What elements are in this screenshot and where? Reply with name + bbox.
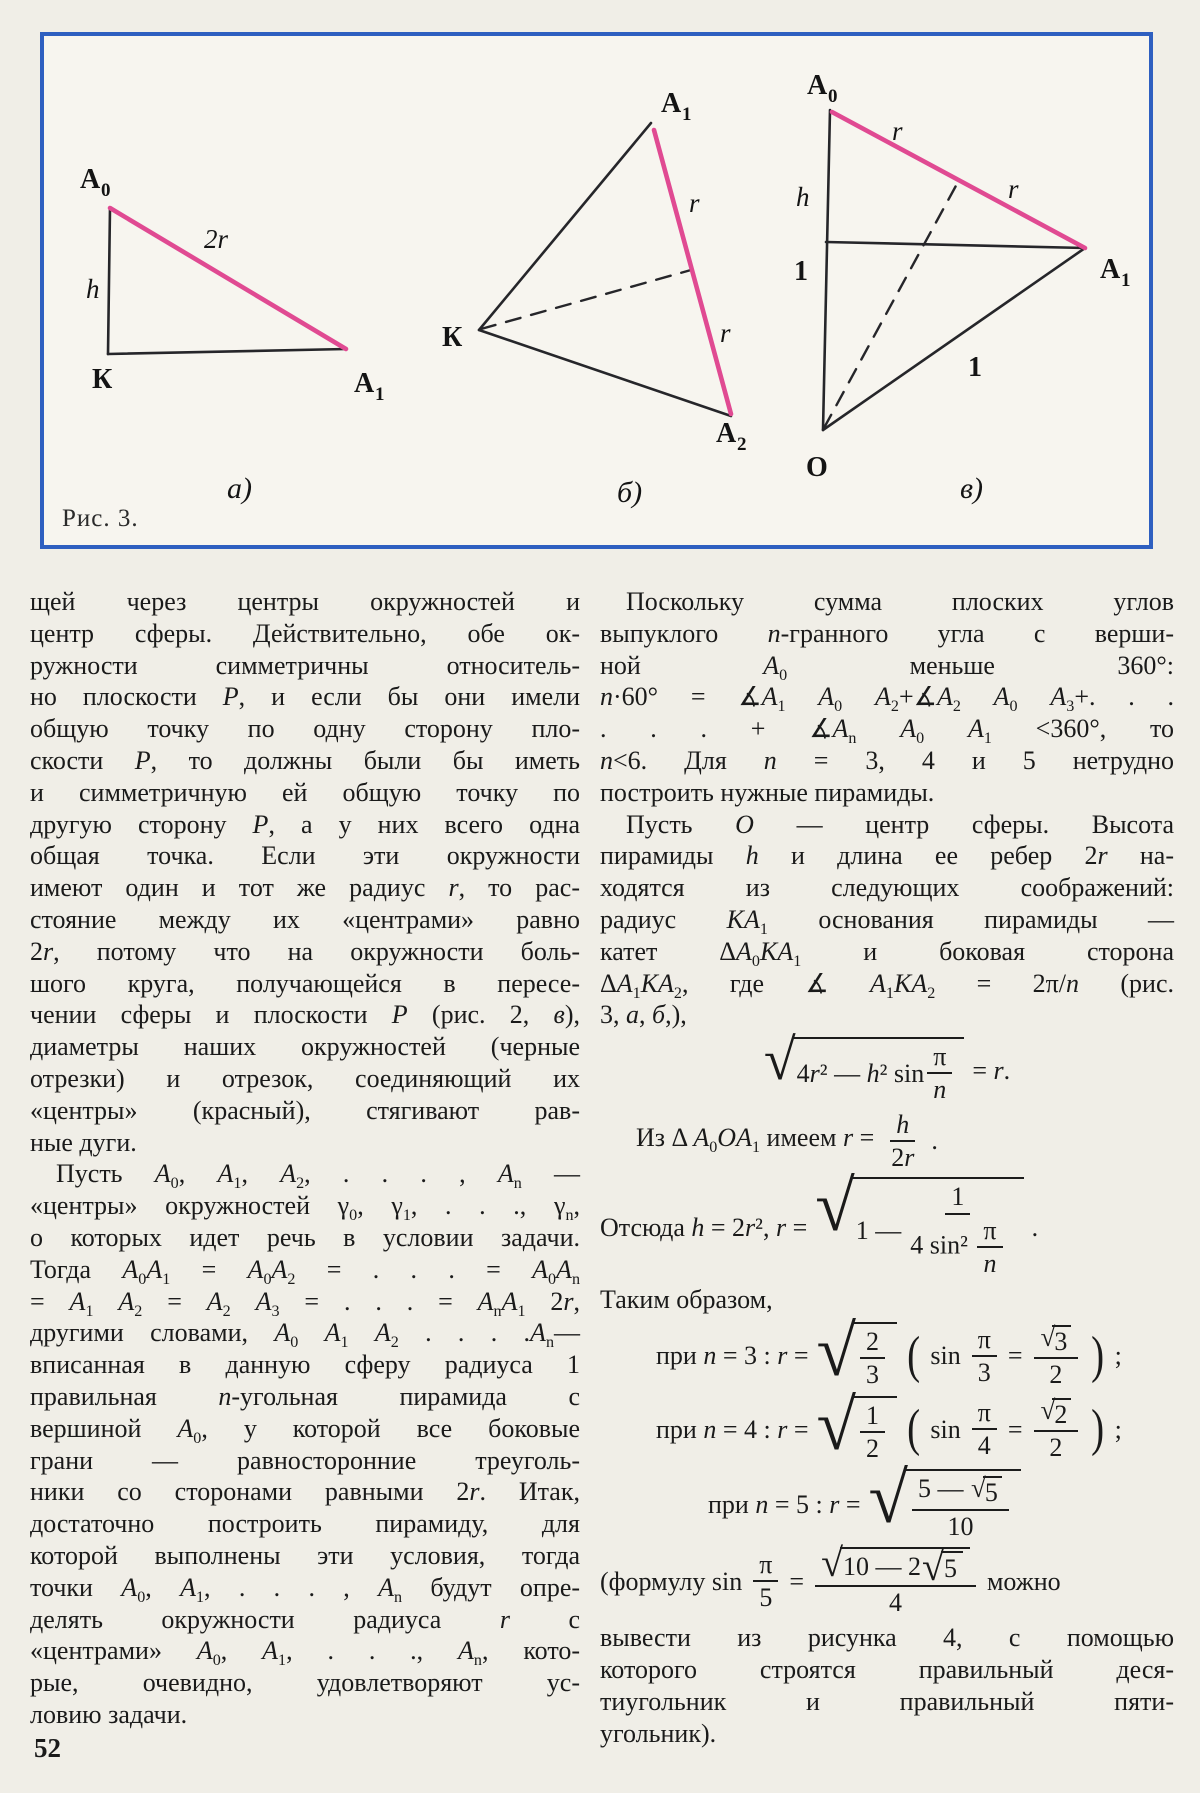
- diagram-v-label-r-upper: r: [892, 116, 903, 146]
- diagram-b-label-K: К: [442, 322, 463, 353]
- page-number: 52: [34, 1733, 61, 1763]
- small-radical: √ 2: [1041, 1398, 1072, 1428]
- diagram-a-label-h: h: [86, 274, 100, 304]
- diagram-v-label-A1: A: [1100, 254, 1121, 285]
- text-line: 3, а, б,),: [600, 1000, 687, 1030]
- formula-from-triangle: [600, 1111, 1174, 1172]
- diagram-a-label-A1-sub: 1: [375, 384, 385, 405]
- text-line: ловию задачи.: [30, 1699, 188, 1729]
- formula-lead-text: (формулу sin: [600, 1566, 743, 1596]
- subfigure-tag-a: а): [227, 472, 252, 505]
- diagram-b-dashed-median: [481, 270, 691, 329]
- figure-3-frame: [40, 32, 1153, 549]
- text-line: . . . + $∡A_n$ $A_0$ $A_1 <360^\circ$, то: [600, 714, 1175, 748]
- text-line: которой выполнены эти условия, тогда: [30, 1540, 580, 1570]
- text-line: общую точку по одну сторону пло-: [30, 714, 580, 744]
- diagram-a-base-segment: [108, 349, 346, 354]
- diagram-v-label-O: O: [806, 452, 828, 483]
- diagram-b-label-r-upper: r: [689, 188, 700, 218]
- text-line: диаметры наших окружностей (черные: [30, 1032, 580, 1062]
- outer-fraction: 1 4 sin² $\frac{\pi}{n}$: [904, 1183, 1011, 1277]
- text-line-thus: Таким образом,: [600, 1285, 773, 1315]
- diagram-a-label-A1: A: [354, 368, 375, 399]
- equals-sign: =: [1007, 1414, 1023, 1444]
- text-line: и симметричную ей общую точку по: [30, 777, 580, 807]
- radical: √ $\frac{2}{3}$: [817, 1322, 898, 1390]
- fraction-pi-n: $\frac{\pi}{n}$: [977, 1217, 1002, 1278]
- diagram-b-label-r-lower: r: [720, 318, 731, 348]
- text-line: но плоскости P, и если бы они имели: [30, 682, 580, 712]
- diagram-a-label-K: К: [92, 364, 113, 395]
- text-line: Поскольку сумма плоских углов: [600, 587, 1174, 616]
- diagram-b-edge-KA2: [479, 330, 731, 416]
- paragraph-figure-4: [600, 1622, 1174, 1749]
- text-line: радиус $KA_1$ основания пирамиды —: [600, 904, 1174, 939]
- text-line: выпуклого n-гранного угла с верши-: [600, 618, 1174, 648]
- small-radical: √ 5: [971, 1476, 1002, 1506]
- text-line: рые, очевидно, удовлетворяют ус-: [30, 1668, 580, 1698]
- diagram-v-axis-segment: [823, 110, 830, 430]
- text-line: «центры» (красный), стягивают рав-: [30, 1095, 580, 1125]
- formula-lead-text: Отсюда h = 2r², r =: [600, 1213, 808, 1243]
- radical-sign: √: [763, 1027, 796, 1093]
- semicolon: ;: [1114, 1341, 1122, 1371]
- text-line: «центры» окружностей $\gamma_0$, $\gamma_1$, . . ., $\gamma_n$,: [30, 1191, 580, 1225]
- text-line: вписанная в данную сферу радиуса 1: [30, 1350, 580, 1380]
- text-line: ходятся из следующих соображений:: [600, 873, 1174, 903]
- text-line: = $A_1$ $A_2 = A_2$ $A_3$ = . . . = $A_nA_1$ 2r,: [30, 1286, 581, 1320]
- radical: √ $\frac{1}{2}$: [817, 1396, 898, 1464]
- formula-sin-pi-5: (формулу sin $\frac{\pi}{5}$ = √ 10 — 2 √ 5 4 можно: [600, 1539, 1061, 1617]
- figure-3-diagrams: [44, 36, 1149, 545]
- semicolon: ;: [1114, 1414, 1122, 1444]
- small-radical: √ 3: [1041, 1325, 1072, 1355]
- text-line: другую сторону P, а у них всего одна: [30, 809, 581, 839]
- case-lead: при n = 3 : r =: [656, 1341, 809, 1371]
- diagram-v-label-r-right: r: [1008, 174, 1019, 204]
- diagram-b-label-A1: A: [661, 88, 682, 119]
- diagram-b-edge-KA1: [479, 123, 651, 330]
- diagram-v-label-1-bottom: 1: [968, 352, 982, 383]
- text-line: катет $\Delta A_0KA_1$ и боковая сторона: [600, 936, 1174, 970]
- text-line: о которых идет речь в условии задачи.: [30, 1222, 580, 1252]
- text-line: чении сферы и плоскости P (рис. 2, в),: [30, 1000, 580, 1030]
- text-line: $n\cdot 60^\circ = ∡A_1$ $A_0$ $A_2+∡A_2$ $A_0$ $A_3+$. . .: [600, 682, 1175, 716]
- diagram-b-label-A2-sub: 2: [737, 434, 747, 455]
- text-line: стояние между их «центрами» равно: [30, 904, 580, 934]
- case-n-4: при n = 4 : r = √ $\frac{1}{2}$ ( sin $\frac{\pi}{4}$ = √ 2 2 ) ;: [656, 1384, 1122, 1465]
- text-line: точки $A_0$, $A_1$, . . . , $A_n$ будут опре-: [30, 1572, 581, 1606]
- diagram-v-dashed-median: [824, 182, 958, 428]
- diagram-b-label-A1-sub: 1: [682, 104, 692, 125]
- text-line: достаточно построить пирамиду, для: [30, 1509, 580, 1539]
- diagram-v-edge-OA1: [823, 248, 1085, 430]
- diagram-a-label-2r: 2r: [204, 224, 229, 254]
- diagram-b-side-A1A2-pink: [654, 130, 731, 414]
- text-line: построить нужные пирамиды.: [600, 777, 935, 807]
- text-line: имеют один и тот же радиус r, то рас-: [30, 873, 580, 903]
- text-line: скости P, то должны были бы иметь: [30, 745, 580, 775]
- text-line: делять окружности радиуса r с: [30, 1604, 581, 1634]
- text-line: центр сферы. Действительно, обе ок-: [30, 618, 580, 648]
- text-line: отрезки) и отрезок, соединяющий их: [30, 1063, 580, 1093]
- text-line: вершиной $A_0$, у которой все боковые: [30, 1413, 580, 1447]
- diagram-a-label-A0-sub: 0: [101, 180, 111, 201]
- radical: √ 5 — √ 5 10: [869, 1469, 1021, 1541]
- text-line: щей через центры окружностей и: [30, 587, 580, 616]
- case-lead: при n = 4 : r =: [656, 1414, 809, 1444]
- formula-tail-text: можно: [986, 1566, 1061, 1596]
- text-line: Пусть $A_0$, $A_1$, $A_2$, . . . , $A_n$ —: [30, 1159, 581, 1193]
- text-line: $\Delta A_1KA_2$, где ∡ $A_1KA_2 = 2\pi/n$ (рис.: [600, 968, 1175, 1002]
- text-line: ные дуги.: [30, 1127, 137, 1157]
- diagram-v-edge-A0A1-pink: [832, 112, 1085, 248]
- text-line: Тогда $A_0A_1 = A_0A_2$ = . . . = $A_0A_n$: [30, 1254, 580, 1288]
- text-line: шого круга, получающейся в пересе-: [30, 968, 580, 998]
- text-line: «центрами» $A_0$, $A_1$, . . ., $A_n$, кото-: [30, 1636, 580, 1670]
- text-line: которого строятся правильный деся-: [600, 1654, 1174, 1684]
- radicand-text: 4r² — h² sin: [796, 1058, 925, 1088]
- case-n-3: при n = 3 : r = √ $\frac{2}{3}$ ( sin $\frac{\pi}{3}$ = √ 3 2 ) ;: [656, 1311, 1122, 1392]
- fraction-pi-n: $\frac{\pi}{n}$: [927, 1043, 952, 1104]
- radical: √ 10 — 2 √ 5: [821, 1547, 970, 1583]
- subfigure-tag-b: б): [617, 476, 643, 509]
- text-line: вывести из рисунка 4, с помощью: [600, 1623, 1174, 1653]
- left-column: [30, 586, 580, 1731]
- right-column: [600, 586, 1174, 1749]
- fraction-h-2r: $\frac{h}{2r}$: [891, 1109, 915, 1173]
- equals-r: = r.: [972, 1056, 1011, 1086]
- equals-sign: =: [1007, 1341, 1023, 1371]
- diagram-v-radius-segment: [826, 242, 1085, 248]
- formula-period: .: [931, 1126, 938, 1156]
- equals-sign: =: [789, 1566, 805, 1596]
- diagram-a-label-A0: A: [80, 164, 101, 195]
- text-line: правильная n-угольная пирамида с: [30, 1381, 581, 1411]
- text-line: грани — равносторонние треуголь-: [30, 1445, 580, 1475]
- radical: [763, 1027, 965, 1105]
- text-line: ники со сторонами равными 2r. Итак,: [30, 1477, 580, 1507]
- text-line: другими словами, $A_0$ $A_1$ $A_2$ . . . $.A_n—$: [30, 1318, 580, 1352]
- paragraph-plane-angles: [600, 586, 1174, 809]
- diagram-v-label-A1-sub: 1: [1121, 270, 1131, 291]
- diagram-v-label-A0-sub: 0: [828, 86, 838, 107]
- small-radical: √ 5: [922, 1551, 963, 1583]
- text-line: тиугольник и правильный пяти-: [600, 1686, 1174, 1716]
- diagram-v-label-1-left: 1: [794, 256, 808, 287]
- sin-label: sin: [930, 1414, 961, 1444]
- case-lead: при n = 5 : r =: [708, 1490, 861, 1520]
- text-line: угольник).: [600, 1718, 717, 1748]
- sin-label: sin: [930, 1341, 961, 1371]
- text-line: ружности симметричны относитель-: [30, 650, 580, 680]
- figure-caption: Рис. 3.: [62, 505, 139, 532]
- paragraph-sphere-center: [600, 809, 1174, 1032]
- diagram-v-label-h: h: [796, 182, 810, 212]
- case-n-5: [600, 1458, 1174, 1541]
- formula-lead-text: Из Δ $A_0OA_1$ имеем r =: [636, 1123, 875, 1157]
- text-line: общая точка. Если эти окружности: [30, 841, 580, 871]
- formula-base-radius: [600, 1027, 1174, 1105]
- diagram-b-label-A2: A: [716, 418, 737, 449]
- text-line: 2r, потому что на окружности боль-: [30, 936, 580, 966]
- text-line: ной $A_0$ меньше 360°:: [600, 650, 1174, 684]
- diagram-v-label-A0: A: [807, 70, 828, 101]
- subfigure-tag-v: в): [960, 472, 984, 505]
- text-line: n<6. Для n = 3, 4 и 5 нетрудно: [600, 745, 1174, 775]
- radical: √ 1 — 1 4 sin² $\frac{\pi}{n}$: [815, 1177, 1023, 1278]
- diagram-a-height-segment: [108, 208, 110, 354]
- text-line: пирамиды h и длина ее ребер 2r на-: [600, 841, 1174, 871]
- formula-period: .: [1031, 1213, 1039, 1243]
- text-line: Пусть O — центр сферы. Высота: [600, 809, 1174, 839]
- radical-sign: √: [815, 1166, 855, 1247]
- formula-h-and-r: [600, 1166, 1174, 1278]
